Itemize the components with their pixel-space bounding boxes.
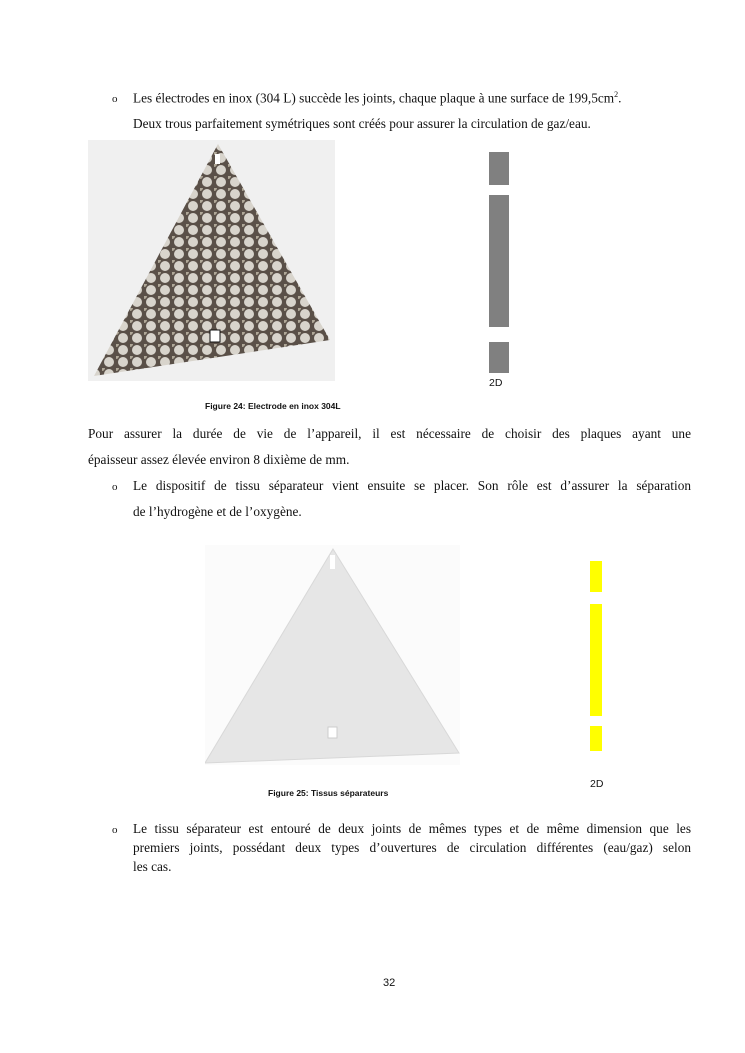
label-2d: 2D [590,778,604,790]
bullet-marker: o [112,481,118,493]
text: Les électrodes en inox (304 L) succède les joints, chaque plaque à une surface de 199,5cm [133,90,615,106]
paragraph-line1: Pour assurer la durée de vie de l’appareil, il est nécessaire de choisir des plaques ayant une [88,426,691,441]
electrode-2d-bar-top [489,152,509,185]
figure-caption: Figure 24: Electrode en inox 304L [205,401,341,411]
bullet3-line1: Le tissu séparateur est entouré de deux joints de mêmes types et de même dimension que les [133,821,691,836]
separator-2d-bar-top [590,561,602,592]
bullet-marker: o [112,93,118,105]
separator-2d-bar-bottom [590,726,602,751]
bullet3-line3: les cas. [133,859,172,874]
electrode-2d-bar-middle [489,195,509,327]
separator-image [205,545,460,765]
bullet1-line2: Deux trous parfaitement symétriques sont créés pour assurer la circulation de gaz/eau. [133,116,591,131]
paragraph-line2: épaisseur assez élevée environ 8 dixième de mm. [88,452,350,467]
bullet2-line1: Le dispositif de tissu séparateur vient ensuite se placer. Son rôle est d’assurer la séparation [133,478,691,493]
bullet-marker: o [112,824,118,836]
bullet1-line1 [133,90,621,106]
electrode-image [88,140,335,381]
label-2d: 2D [489,377,503,389]
separator-2d-bar-middle [590,604,602,716]
figure-caption: Figure 25: Tissus séparateurs [268,788,389,798]
superscript: 2 [614,90,619,99]
text: . [618,90,622,106]
bullet3-line2: premiers joints, possédant deux types d’ouvertures de circulation différentes (eau/gaz) selon [133,840,691,855]
page-number: 32 [383,977,396,989]
electrode-2d-bar-bottom [489,342,509,373]
bullet2-line2: de l’hydrogène et de l’oxygène. [133,504,302,519]
